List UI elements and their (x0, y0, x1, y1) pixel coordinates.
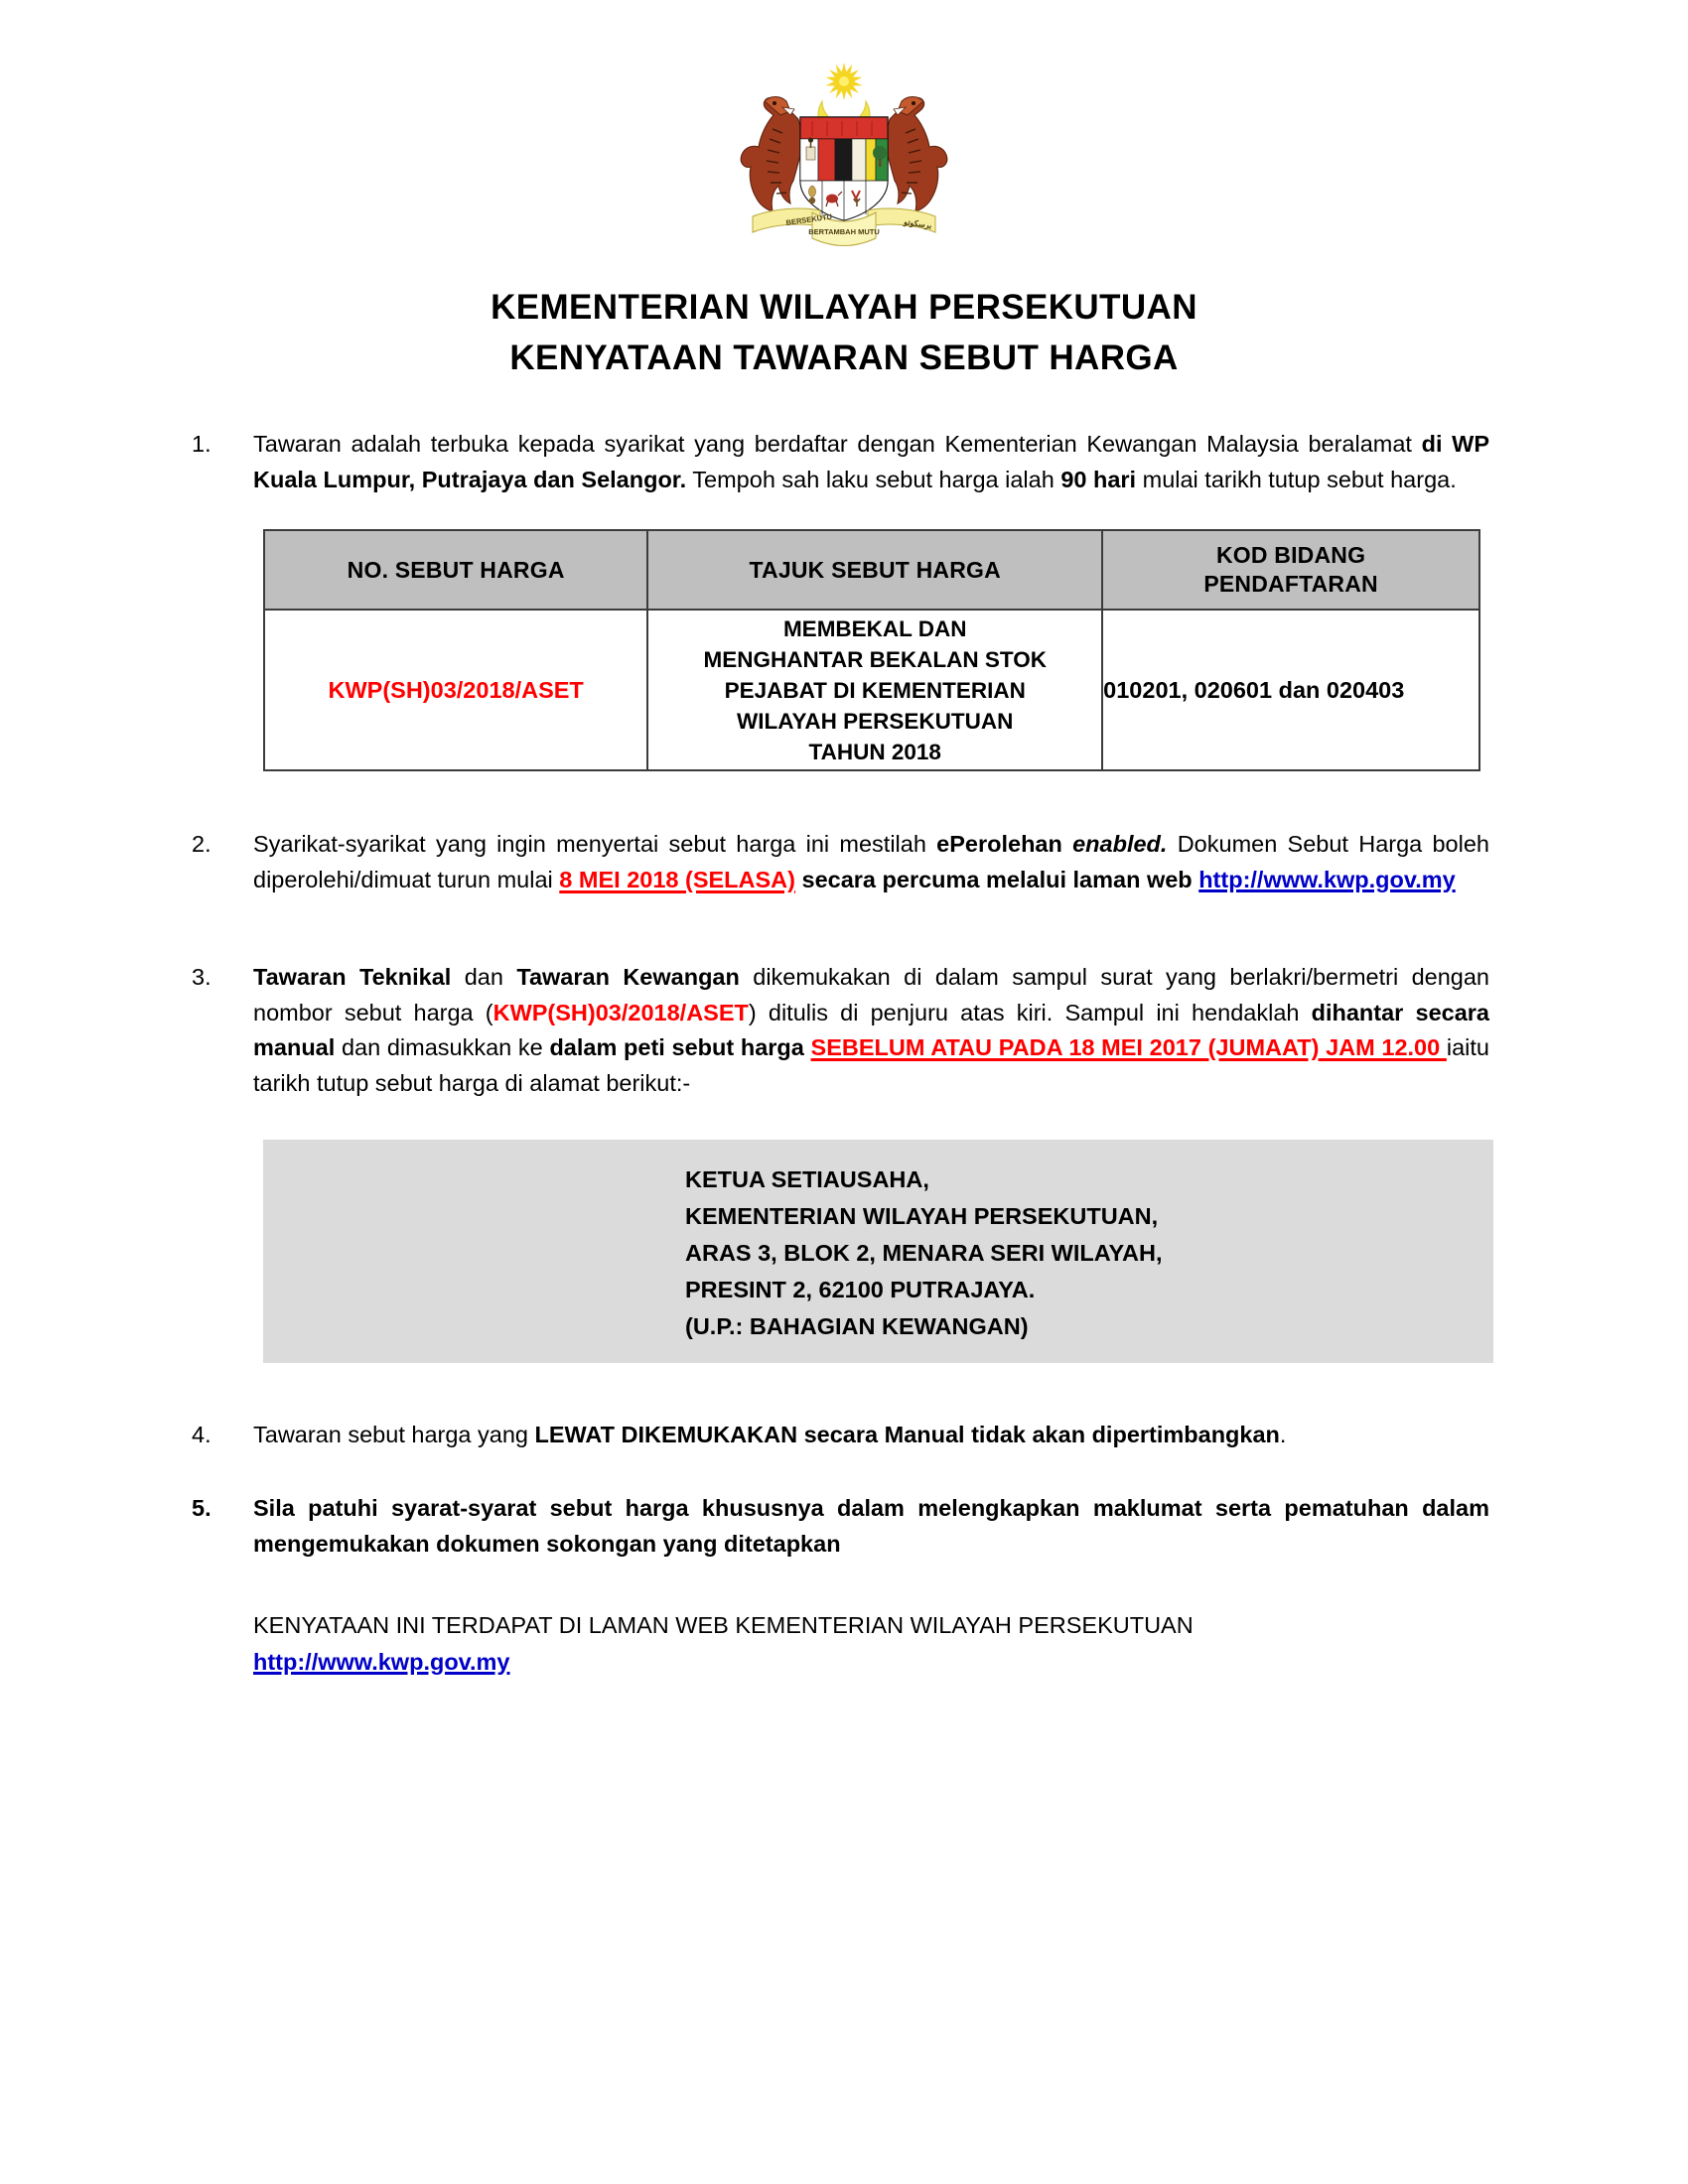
page-title-line-1: KEMENTERIAN WILAYAH PERSEKUTUAN (491, 288, 1197, 327)
submission-address-block (263, 1140, 1493, 1364)
clause-3-bold-teknikal: Tawaran Teknikal (253, 963, 452, 990)
clause-2-bold-free: secara percuma melalui laman web (794, 867, 1199, 893)
svg-text:برسكوتو: برسكوتو (903, 217, 932, 230)
cell-tajuk-sebut-harga (647, 610, 1102, 770)
clause-2-date-highlight: 8 MEI 2018 (SELASA) (559, 867, 795, 893)
tajuk-line-4: WILAYAH PERSEKUTUAN (737, 708, 1014, 734)
clause-3-bold-peti: dalam peti sebut harga (549, 1034, 811, 1061)
clause-1-text-c: mulai tarikh tutup sebut harga. (1136, 466, 1457, 492)
spacer-after-clause-2 (0, 898, 1688, 960)
column-header-kod-bidang-pendaftaran (1102, 530, 1479, 610)
table-header-row (264, 530, 1479, 610)
document-body (0, 427, 1688, 1680)
spacer-after-address (0, 1363, 1688, 1418)
spacer-after-table (0, 771, 1688, 827)
clause-2-bold-italic-enabled: enabled. (1072, 831, 1168, 858)
table-row (264, 610, 1479, 770)
clause-3-text-c: ) ditulis di penjuru atas kiri. Sampul ini hendaklah (748, 999, 1312, 1025)
clause-4-number: 4. (192, 1422, 211, 1448)
spacer-before-footer-note (0, 1563, 1688, 1608)
clause-3-text-b: dikemukakan di dalam sampul surat yang berlakri/bermetri dengan nombor sebut harga ( (253, 963, 1489, 1025)
tajuk-line-1: MEMBEKAL DAN (782, 615, 967, 641)
clause-2 (0, 827, 1688, 897)
clause-5-text (253, 1491, 1489, 1562)
clause-2-text (253, 827, 1489, 897)
clause-5-bold-comply: Sila patuhi syarat-syarat sebut harga khususnya dalam melengkapkan maklumat serta pematuhan dalam mengemukakan dokumen sokongan yang ditetapkan (253, 1495, 1489, 1557)
address-line-3: ARAS 3, BLOK 2, MENARA SERI WILAYAH, (685, 1240, 1163, 1266)
clause-4-text (253, 1418, 1489, 1453)
clause-4-bold-late: LEWAT DIKEMUKAKAN secara Manual tidak akan dipertimbangkan (534, 1422, 1280, 1448)
footer-note-url-line (253, 1645, 1489, 1680)
clause-2-website-link[interactable]: http://www.kwp.gov.my (1198, 867, 1456, 893)
clause-3 (0, 960, 1688, 1102)
clause-3-deadline-time: JAM 12.00 (1319, 1034, 1447, 1061)
clause-3-deadline-date: SEBELUM ATAU PADA 18 MEI 2017 (JUMAAT) (810, 1034, 1320, 1061)
malaysia-coat-of-arms-icon (695, 50, 993, 248)
column-header-no-sebut-harga: NO. SEBUT HARGA (264, 530, 647, 610)
address-line-1: KETUA SETIAUSAHA, (685, 1165, 929, 1192)
cell-no-sebut-harga: KWP(SH)03/2018/ASET (264, 610, 647, 770)
quotation-table-body (264, 610, 1479, 770)
address-line-4: PRESINT 2, 62100 PUTRAJAYA. (685, 1277, 1036, 1303)
clause-1-number: 1. (192, 431, 211, 457)
clause-3-text (253, 960, 1489, 1102)
footer-website-link[interactable]: http://www.kwp.gov.my (253, 1648, 510, 1675)
tajuk-line-3: PEJABAT DI KEMENTERIAN (724, 677, 1026, 703)
clause-5-number: 5. (192, 1495, 211, 1522)
clause-2-text-b: Dokumen Sebut Harga boleh diperolehi/dimuat turun mulai (253, 831, 1489, 893)
clause-3-bold-manual: dihantar secara manual (253, 999, 1489, 1061)
column-header-tajuk-sebut-harga: TAJUK SEBUT HARGA (647, 530, 1102, 610)
clause-3-text-d: dan dimasukkan ke (335, 1034, 550, 1061)
emblem-container (0, 50, 1688, 248)
clause-3-text-e: iaitu tarikh tutup sebut harga di alamat berikut:- (253, 1034, 1489, 1097)
address-line-5: (U.P.: BAHAGIAN KEWANGAN) (685, 1313, 1029, 1340)
clause-4-text-a: Tawaran sebut harga yang (253, 1422, 535, 1448)
clause-2-text-a: Syarikat-syarikat yang ingin menyertai sebut harga ini mestilah (253, 831, 937, 858)
quotation-table-head (264, 530, 1479, 610)
clause-1-bold-address: di WP Kuala Lumpur, Putrajaya dan Selangor. (253, 431, 1489, 492)
spacer-after-clause-4 (0, 1453, 1688, 1491)
clause-3-bold-kewangan: Tawaran Kewangan (516, 963, 740, 990)
column-header-kod-line-2: PENDAFTARAN (1203, 571, 1378, 598)
quotation-table-wrapper (263, 529, 1480, 771)
clause-1-bold-validity: 90 hari (1060, 466, 1137, 492)
clause-1-text-a: Tawaran adalah terbuka kepada syarikat yang berdaftar dengan Kementerian Kewangan Malaysia beralamat (253, 431, 1422, 457)
page-title-line-2: KENYATAAN TAWARAN SEBUT HARGA (509, 338, 1179, 377)
quotation-table (263, 529, 1480, 771)
clause-3-number: 3. (192, 963, 211, 990)
cell-kod-bidang: 010201, 020601 dan 020403 (1102, 610, 1479, 770)
tajuk-line-5: TAHUN 2018 (808, 740, 941, 764)
address-line-2: KEMENTERIAN WILAYAH PERSEKUTUAN, (685, 1202, 1159, 1229)
clause-2-number: 2. (192, 831, 211, 858)
clause-3-quote-number: KWP(SH)03/2018/ASET (492, 999, 749, 1025)
clause-2-bold-eperolehan: ePerolehan (936, 831, 1073, 858)
clause-1-text (253, 427, 1489, 497)
clause-4-text-b: . (1279, 1422, 1287, 1448)
page-title-block (0, 283, 1688, 384)
footer-note-text: KENYATAAN INI TERDAPAT DI LAMAN WEB KEMENTERIAN WILAYAH PERSEKUTUAN (253, 1611, 1194, 1638)
clause-1-text-b: Tempoh sah laku sebut harga ialah (686, 466, 1061, 492)
column-header-kod-line-1: KOD BIDANG (1215, 542, 1366, 568)
footer-note (0, 1608, 1688, 1681)
clause-3-text-a: dan (451, 963, 517, 990)
clause-1 (0, 427, 1688, 497)
svg-text:BERTAMBAH MUTU: BERTAMBAH MUTU (808, 227, 880, 236)
submission-address-inner (263, 1161, 1493, 1346)
tajuk-line-2: MENGHANTAR BEKALAN STOK (703, 646, 1047, 672)
clause-5 (0, 1491, 1688, 1562)
svg-text:BERSEKUTU: BERSEKUTU (785, 211, 833, 227)
clause-4 (0, 1418, 1688, 1453)
